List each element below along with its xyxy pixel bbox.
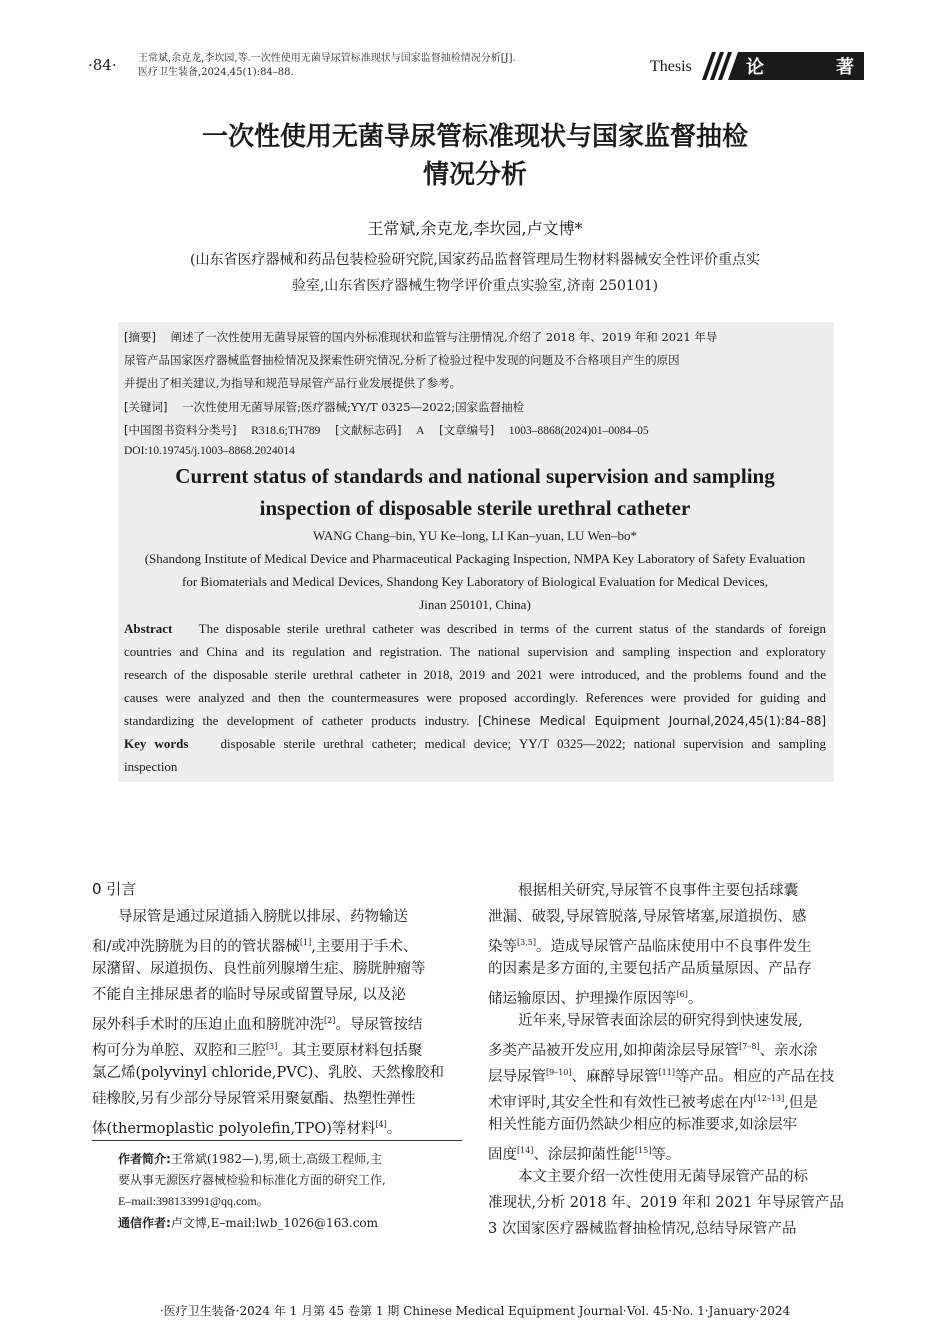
footnote-author-2: 要从事无源医疗器械检验和标准化方面的研究工作, [118,1173,386,1187]
footnote-corr-label: 通信作者: [118,1216,171,1230]
left-line-6a: 构可分为单腔、双腔和三腔 [92,1042,266,1059]
affiliation-cn-line2: 验室,山东省医疗器械生物学评价重点实验室,济南 250101) [291,278,659,294]
ref-4: [4] [375,1120,387,1129]
keywords-cn-label: [关键词] [124,400,168,414]
left-line-5b: 。导尿管按结 [335,1016,423,1033]
left-line-9b: 。 [386,1120,402,1137]
right-line-3b: 。造成导尿管产品临床使用中不良事件发生 [535,938,812,955]
left-line-8: 硅橡胶,另有少部分导尿管采用聚氨酯、热塑性弹性 [92,1091,416,1107]
ref-3: [3] [266,1042,278,1051]
abstract-en-line5 [124,713,826,729]
keywords-en-line2: inspection [124,759,178,774]
ref-9-10: [9–10] [546,1068,572,1077]
left-line-7: 氯乙烯(polyvinyl chloride,PVC)、乳胶、天然橡胶和 [92,1065,444,1081]
affiliation-en-line1: (Shandong Institute of Medical Device and Pharmaceutical Packaging Inspection, NMPA Key Laboratory of Safety Evaluation [144,551,806,566]
right-line-10: 相关性能方面仍然缺少相应的标准要求,如涂层牢 [488,1117,798,1133]
title-en-line1: Current status of standards and national supervision and sampling [175,464,775,488]
title-cn-line1: 一次性使用无菌导尿管标准现状与国家监督抽检 [201,122,748,152]
ref-14: [14] [517,1146,534,1155]
clc-value: R318.6;TH789 [251,425,321,437]
right-line-3a: 染等 [488,938,517,955]
clc-label: [中国图书资料分类号] [124,423,237,437]
section-label-en: Thesis [650,58,692,75]
left-line-1: 导尿管是通过尿道插入膀胱以排尿、药物输送 [118,909,408,925]
classification-line [124,422,649,438]
section-heading-introduction: 0 引言 [92,880,137,898]
doccode-label: [文献标志码] [335,423,402,437]
right-line-11b: 、涂层抑菌性能 [533,1146,635,1163]
right-line-1: 根据相关研究,导尿管不良事件主要包括球囊 [518,883,799,899]
authors-cn: 王常斌,余克龙,李坎园,卢文博* [367,219,583,238]
right-line-7b: 、亲水涂 [759,1042,818,1059]
left-line-4: 不能自主排尿患者的临时导尿或留置导尿, 以及泌 [92,987,406,1003]
left-line-6b: 。其主要原材料包括聚 [277,1042,423,1059]
left-line-9 [92,1112,401,1142]
page-number: ·84· [88,56,117,74]
right-line-9b: ,但是 [784,1094,818,1111]
keywords-cn-text: 一次性使用无菌导尿管;医疗器械;YY/T 0325—2022;国家监督抽检 [182,400,525,414]
keywords-en-text-1: disposable sterile urethral catheter; medical device; YY/T 0325—2022; national supervision and sampling [220,736,826,751]
header-citation-line1: 王常斌,余克龙,李坎园,等.一次性使用无菌导尿管标准现状与国家监督抽检情况分析[J]. [138,53,516,64]
abstract-en-label: Abstract [124,621,173,636]
doccode-value: A [416,425,425,437]
ref-12-13: [12–13] [753,1094,785,1103]
abstract-en-line3: research of the disposable sterile urethral catheter in 2018, 2019 and 2021 were introduced, and the problems found and the [124,667,826,682]
abstract-en-line4: causes were analyzed and then the countermeasures were proposed accordingly. References were provided for guiding and [124,690,826,705]
abstract-en-line2: countries and China and its regulation and registration. The national supervision and sampling inspection and exploratory [124,644,826,659]
right-line-11a: 固度 [488,1146,517,1163]
abstract-cn-line1 [124,329,717,345]
right-line-6: 近年来,导尿管表面涂层的研究得到快速发展, [518,1013,803,1029]
footnote-author-label: 作者简介: [118,1152,171,1166]
abstract-cn-text-1: 阐述了一次性使用无菌导尿管的国内外标准现状和监管与注册情况,介绍了 2018 年、2019 年和 2021 年导 [170,330,718,344]
ref-3-5: [3,5] [517,938,536,947]
authors-en: WANG Chang–bin, YU Ke–long, LI Kan–yuan, LU Wen–bo* [313,528,637,543]
doi: DOI:10.19745/j.1003–8868.2024014 [124,445,295,457]
footnote-author-1 [118,1150,382,1167]
right-line-14: 3 次国家医疗器械监督抽检情况,总结导尿管产品 [488,1221,797,1237]
footnote-author-text-1: 王常斌(1982—),男,硕士,高级工程师,主 [170,1152,382,1166]
ref-15: [15] [634,1146,652,1155]
title-cn-line2: 情况分析 [422,160,527,190]
keywords-en-line1 [124,736,826,752]
keywords-cn [124,399,524,415]
right-line-8b: 、麻醉导尿管 [571,1068,659,1085]
header-citation-line2: 医疗卫生装备,2024,45(1):84–88. [138,67,294,78]
right-line-5a: 储运输原因、护理操作原因等 [488,990,677,1007]
right-line-8c: 等产品。相应的产品在技 [674,1068,835,1085]
left-line-3: 尿潴留、尿道损伤、良性前列腺增生症、膀胱肿瘤等 [92,961,426,977]
right-line-12: 本文主要介绍一次性使用无菌导尿管产品的标 [518,1169,808,1185]
affiliation-en-line2: for Biomaterials and Medical Devices, Shandong Key Laboratory of Biological Evaluation for Medical Devices, [182,574,768,589]
right-line-5b: 。 [687,990,703,1007]
article-no-value: 1003–8868(2024)01–0084–05 [508,425,649,437]
affiliation-cn-line1: (山东省医疗器械和药品包装检验研究院,国家药品监督管理局生物材料器械安全性评价重点实 [190,252,760,268]
ref-11: [11] [658,1068,675,1077]
ref-2: [2] [324,1016,336,1025]
page-footer: ·医疗卫生装备·2024 年 1 月第 45 卷第 1 期 Chinese Medical Equipment Journal·Vol. 45·No. 1·January·2024 [159,1304,791,1318]
abstract-cn-line3: 并提出了相关建议,为指导和规范导尿管产品行业发展提供了参考。 [124,376,462,390]
article-no-label: [文章编号] [439,423,495,437]
footnote-divider [92,1140,462,1141]
right-line-11c: 等。 [651,1146,681,1163]
right-line-7a: 多类产品被开发应用,如抑菌涂层导尿管 [488,1042,740,1059]
title-en-line2: inspection of disposable sterile urethral catheter [259,496,691,520]
ref-7-8: [7–8] [739,1042,760,1051]
affiliation-en-line3: Jinan 250101, China) [419,597,531,612]
footnote-author-3: E–mail:398133991@qq.com。 [118,1194,269,1208]
abstract-cn-label: [摘要] [124,330,156,344]
left-line-5a: 尿外科手术时的压迫止血和膀胱冲洗 [92,1016,324,1033]
journal-reference: [Chinese Medical Equipment Journal,2024,45(1):84–88] [478,714,827,728]
footnote-corresponding [118,1214,378,1231]
section-label-cn-2: 著 [836,57,854,78]
right-line-2: 泄漏、破裂,导尿管脱落,导尿管堵塞,尿道损伤、感 [488,909,807,925]
section-badge [700,52,864,80]
keywords-en-label: Key words [124,736,189,751]
left-line-9a: 体(thermoplastic polyolefin,TPO)等材料 [92,1120,376,1137]
footnote-corr-text: 卢文博,E–mail:lwb_1026@163.com [170,1216,379,1230]
section-label-cn-1: 论 [746,57,764,78]
right-line-4: 的因素是多方面的,主要包括产品质量原因、产品存 [488,961,812,977]
right-line-9a: 术审评时,其安全性和有效性已被考虑在内 [488,1094,754,1111]
abstract-cn-line2: 尿管产品国家医疗器械监督抽检情况及探索性研究情况,分析了检验过程中发现的问题及不合格项目产生的原因 [124,353,680,367]
ref-1: [1] [299,938,312,947]
left-line-2a: 和/或冲洗膀胱为目的的管状器械 [92,938,300,955]
abstract-en-line1 [124,621,826,637]
abstract-en-text-5: standardizing the development of catheter products industry. [124,713,470,728]
header-citation [138,52,516,80]
right-line-13: 准现状,分析 2018 年、2019 年和 2021 年导尿管产品 [488,1195,844,1211]
right-line-8a: 层导尿管 [488,1068,546,1085]
left-line-2b: ,主要用于手术、 [311,938,418,955]
ref-6: [6] [676,990,688,999]
abstract-en-text-1: The disposable sterile urethral catheter was described in terms of the current status of the standards of foreign [198,621,827,636]
